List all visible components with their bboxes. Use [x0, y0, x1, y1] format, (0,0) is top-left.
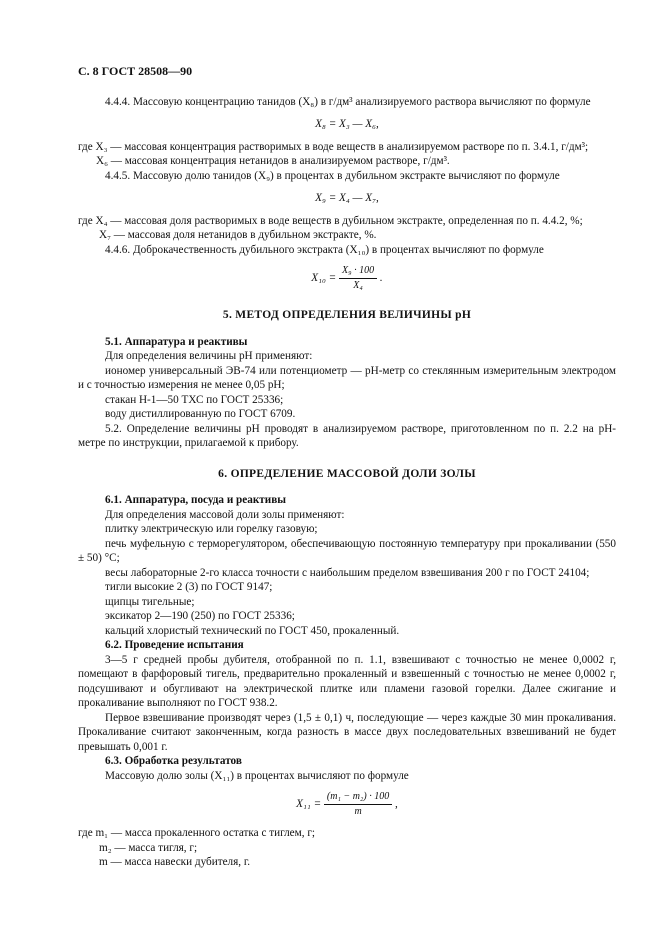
formula-x11-numerator: (m₁ − m₂) · 100	[324, 791, 392, 805]
paragraph-4-4-5: 4.4.5. Массовую долю танидов (X₉) в процентах в дубильном экстракте вычисляют по формуле	[105, 169, 560, 182]
section-5-title: 5. МЕТОД ОПРЕДЕЛЕНИЯ ВЕЛИЧИНЫ pH	[222, 309, 472, 321]
s62-paragraph-2: Первое взвешивание производят через (1,5 ± 0,1) ч, последующие — через каждые 30 мин прокаливания. Прокаливание считают законченным, когда разность в массе двух последовательных взвешиваний не будет превышать 0,001 г.	[78, 711, 616, 753]
paragraph-4-4-4: 4.4.4. Массовую концентрацию танидов (X₈) в г/дм³ анализируемого раствора вычисляют по формуле	[105, 95, 591, 108]
page-header: С. 8 ГОСТ 28508—90	[78, 64, 193, 78]
formula-x9: X₉ = X₄ — X₇,	[315, 192, 379, 204]
formula-x10-lhs: X₁₀ =	[311, 272, 337, 285]
formula-x10-denominator: X₄	[353, 280, 363, 291]
section-6-title: 6. ОПРЕДЕЛЕНИЕ МАССОВОЙ ДОЛИ ЗОЛЫ	[218, 467, 476, 480]
s61-line-7: эксикатор 2—190 (250) по ГОСТ 25336;	[105, 610, 295, 622]
s51-line-4: воду дистиллированную по ГОСТ 6709.	[105, 408, 296, 420]
subsection-5-1-heading: 5.1. Аппаратура и реактивы	[105, 335, 248, 348]
s61-line-8: кальций хлористый технический по ГОСТ 450, прокаленный.	[105, 624, 400, 637]
formula-x11-tail: ,	[395, 798, 398, 811]
s61-line-5: тигли высокие 2 (3) по ГОСТ 9147;	[105, 581, 273, 593]
s63-line-1: Массовую долю золы (X₁₁) в процентах вычисляют по формуле	[105, 769, 409, 782]
where-x4: где X₄ — массовая доля растворимых в воде веществ в дубильном экстракте, определенная по п. 4.4.2, %;	[78, 214, 583, 227]
s61-line-3: печь муфельную с терморегулятором, обеспечивающую постоянную температуру при прокаливании (550 ± 50) °С;	[78, 537, 616, 564]
subsection-6-3-heading: 6.3. Обработка результатов	[105, 755, 242, 767]
formula-x11	[78, 791, 616, 818]
subsection-6-1-heading: 6.1. Аппаратура, посуда и реактивы	[105, 494, 287, 506]
where-m: m — масса навески дубителя, г.	[99, 856, 250, 868]
formula-x10-tail: .	[379, 272, 383, 285]
where-m2: m₂ — масса тигля, г;	[99, 841, 198, 854]
s51-line-3: стакан Н-1—50 ТХС по ГОСТ 25336;	[105, 393, 284, 406]
subsection-6-2-heading: 6.2. Проведение испытания	[105, 639, 244, 651]
formula-x10-fraction	[339, 265, 377, 292]
formula-x11-denominator: m	[354, 806, 362, 817]
formula-x10-numerator: X₉ · 100	[339, 265, 377, 279]
paragraph-5-2: 5.2. Определение величины pH проводят в анализируемом растворе, приготовленном по п. 2.2 на pH-метре по инструкции, прилагаемой к прибору.	[78, 422, 616, 449]
where-x3: где X₃ — массовая концентрация растворимых в воде веществ в анализируемом растворе по п. 3.4.1, г/дм³;	[78, 140, 589, 153]
formula-x10	[78, 265, 616, 292]
where-m1: где m₁ — масса прокаленного остатка с тиглем, г;	[78, 827, 316, 839]
s61-line-2: плитку электрическую или горелку газовую;	[105, 523, 318, 535]
where-x7: X₇ — массовая доля нетанидов в дубильном экстракте, %.	[99, 229, 377, 241]
s61-line-1: Для определения массовой доли золы применяют:	[105, 508, 345, 521]
s61-line-4: весы лабораторные 2-го класса точности с наибольшим пределом взвешивания 200 г по ГОСТ 24104;	[105, 566, 590, 579]
s51-line-2: иономер универсальный ЭВ-74 или потенциометр — pH-метр со стеклянным измерительным электродом и с точностью измерения не менее 0,05 pH;	[78, 364, 616, 391]
where-x6: X₆ — массовая концентрация нетанидов в анализируемом растворе, г/дм³.	[96, 155, 450, 167]
formula-x11-fraction	[324, 791, 392, 818]
s61-line-6: щипцы тигельные;	[105, 595, 195, 608]
formula-x8: X₈ = X₃ — X₆,	[315, 118, 379, 130]
paragraph-4-4-6: 4.4.6. Доброкачественность дубильного экстракта (X₁₀) в процентах вычисляют по формуле	[105, 243, 544, 256]
s62-paragraph-1: 3—5 г средней пробы дубителя, отобранной по п. 1.1, взвешивают с точностью не менее 0,0002 г, помещают в фарфоровый тигель, предварительно прокаленный и взвешенный с точностью не менее 0,0002 г, подсушивают и обугливают на электрической плитке или пламени газовой горелки. Далее сжигание и прокаливание выполняют по ГОСТ 938.2.	[78, 653, 616, 709]
formula-x11-lhs: X₁₁ =	[296, 798, 322, 811]
s51-line-1: Для определения величины pH применяют:	[105, 350, 313, 362]
document-page	[78, 64, 616, 870]
